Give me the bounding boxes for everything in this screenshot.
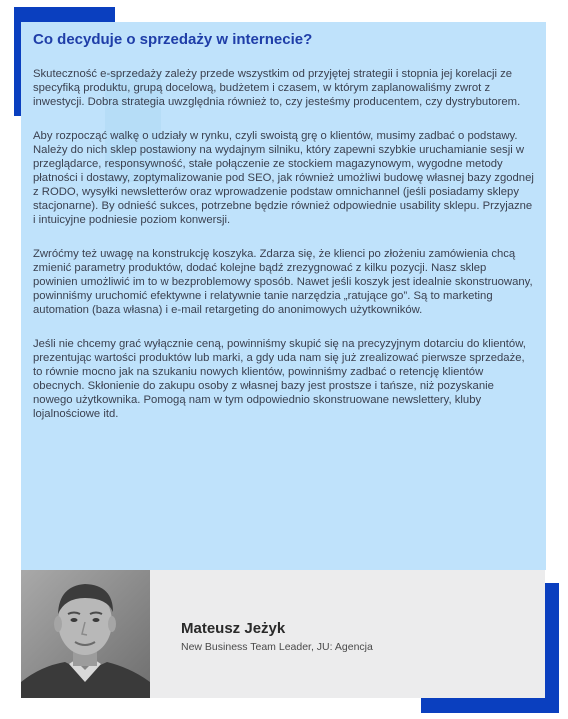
author-photo xyxy=(21,570,150,698)
author-box xyxy=(21,570,545,698)
article-title: Co decyduje o sprzedaży w internecie? xyxy=(33,31,313,48)
author-name: Mateusz Jeżyk xyxy=(181,620,286,637)
author-role: New Business Team Leader, JU: Agencja xyxy=(181,641,373,653)
article-paragraph-4: Jeśli nie chcemy grać wyłącznie ceną, powinniśmy skupić się na precyzyjnym dotarciu do klientów, prezentując wartości produktów lub marki, a gdy uda nam się już zrealizować pierwsze sprzedaże, to równie mocno jak na szukaniu nowych klientów, powinniśmy zadbać o retencję klientów obecnych. Skłonienie do zakupu osoby z własnej bazy jest prostsze i tańsze, niż pozyskanie nowego użytkownika. Pomogą nam w tym odpowiednio skonstruowane newslettery, kluby lojalnościowe itd. xyxy=(33,338,526,420)
article-paragraph-1: Skuteczność e-sprzedaży zależy przede wszystkim od przyjętej strategii i stopnia jej korelacji ze specyfiką produktu, grupą docelową, budżetem i czasem, w którym zaplanowaliśmy zwrot z inwestycji. Dobra strategia uwzględnia również to, czy jesteśmy producentem, czy dystrybutorem. xyxy=(33,68,521,108)
article-paragraph-3: Zwróćmy też uwagę na konstrukcję koszyka. Zdarza się, że klienci po złożeniu zamówienia chcą zmienić parametry produktów, dodać kolejne bądź zrezygnować z kilku pozycji. Nasz sklep powinien umożliwić im to w bezproblemowy sposób. Nawet jeśli koszyk jest idealnie skonstruowany, powinniśmy uruchomić efektywne i relatywnie tanie narzędzia „ratujące go”. Są to marketing automation (baza własna) i e-mail retargeting do anonimowych użytkowników. xyxy=(33,248,533,316)
article-panel xyxy=(21,22,546,570)
person-portrait-icon xyxy=(21,570,150,698)
article-paragraph-2: Aby rozpocząć walkę o udziały w rynku, czyli swoistą grę o klientów, musimy zadbać o podstawy. Należy do nich sklep postawiony na wydajnym silniku, który zapewni szybkie uruchamianie sesji w przeglądarce, responsywność, stałe połączenie ze stockiem magazynowym, wygodne metody płatności i dostawy, zoptymalizowanie pod SEO, jak również umożliwi budowę własnej bazy zgodnej z RODO, wysyłki newsletterów oraz wprowadzenie podstaw omnichannel (jeśli posiadamy sklepy stacjonarne). By odnieść sukces, potrzebne będzie również odpowiednie usability sklepu. Przyjazne i intuicyjne podniesie poziom konwersji. xyxy=(33,130,534,226)
